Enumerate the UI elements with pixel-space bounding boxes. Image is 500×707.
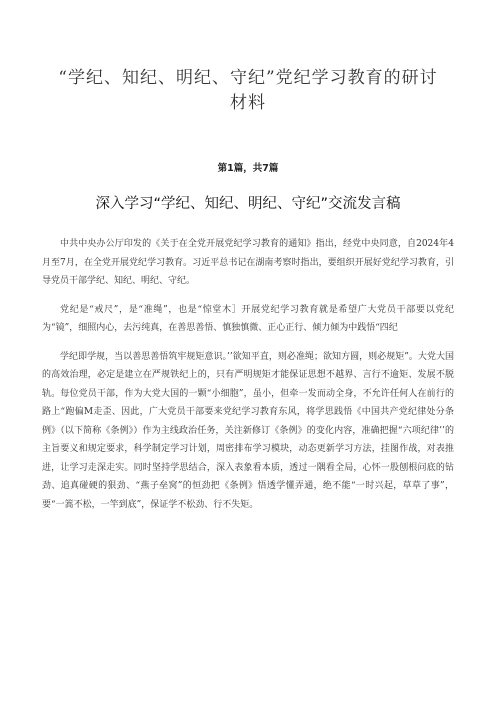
section-heading: 深入学习“学纪、知纪、明纪、守纪”交流发言稿 xyxy=(95,196,401,212)
paragraph-1: 中共中央办公厅印发的《关于在全党开展党纪学习教育的通知》指出，经党中央同意，自2024年4月至7月，在全党开展党纪学习教育。习近平总书记在湖南考察时指出，要组织开展好党纪学习教育，引导党员干部学纪、知纪、明纪、守纪。 xyxy=(42,239,454,286)
paragraph-3: 学纪即学规，当以善思善悟筑牢规矩意识。’’欲知平直，则必准绳；欲知方圆，则必规矩”。大党大国的高效治理，必定是建立在严规铁纪上的，只有严明规矩才能保证思想不越界、言行不逾矩、发展不脱轨。每位党员干部，作为大党大国的一颗“小细胞”，虽小，但牵一发而动全身，不允许任何人在前行的路上“跑偏M走歪、因此，广大党员干部要来党纪学习教育东风，将学思践悟《中国共产党纪律处分条例》（以下简称《条例》）作为主线政治任务，关注新修订《条例》的变化内容，准确把握“六项纪律’’的主旨要义和规定要求，科学制定学习计划，周密排布学习模块，动态更新学习方法，挂图作战，对表推进，让学习走深走实。同时坚持学思结合，深入表象看本质，透过一隅看全局，心怀一股刨根问底的钻劲、追真碰硬的狠劲、“燕子垒窝”的恒劲把《条例》悟透学懂弄通，绝不能“一时兴起，草草了事”，要“一篙不松，一竿到底”，保证学不松劲、行不失矩。 xyxy=(42,351,454,510)
document-body xyxy=(42,235,454,514)
document-title xyxy=(42,0,454,116)
document-title-line-1: “学纪、知纪、明纪、守纪”党纪学习教育的研讨 xyxy=(58,68,438,88)
document-title-line-2: 材料 xyxy=(230,93,266,113)
section-marker: 第1篇，共7篇 xyxy=(217,163,279,174)
paragraph-2: 党纪是“戒尺”，是“准绳”，也是“惊堂木］开展党纪学习教育就是希望广大党员干部要以党纪为“镜”，细照内心，去污纯真，在善思善悟、慎独慎微、正心正行、倾力倾为中践悟“四纪 xyxy=(42,304,454,333)
